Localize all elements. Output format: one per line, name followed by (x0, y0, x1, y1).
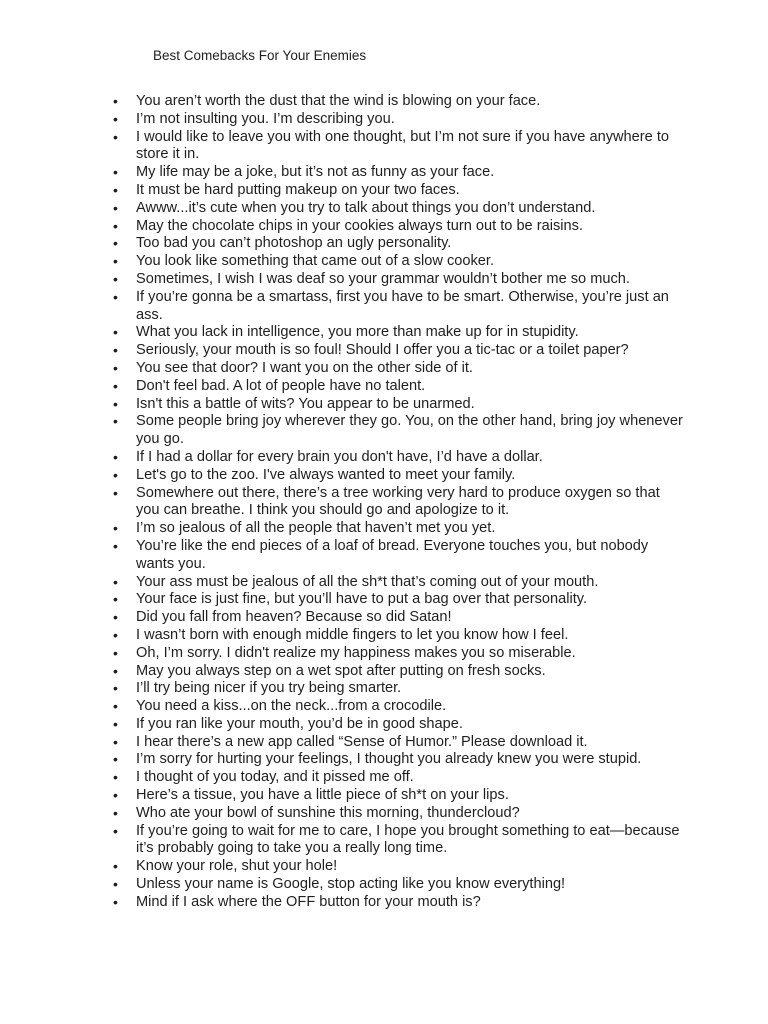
list-item-text: Did you fall from heaven? Because so did Satan! (136, 609, 452, 626)
bullet-icon: • (113, 253, 118, 270)
bullet-icon: • (113, 342, 118, 359)
list-item-text: If you’re going to wait for me to care, I hope you brought something to eat—because it’s probably going to take you a really long time. (136, 822, 680, 857)
bullet-icon: • (113, 573, 118, 590)
list-item (0, 200, 686, 218)
list-item (0, 182, 686, 200)
list-item-text: Know your role, shut your hole! (136, 858, 338, 875)
bullet-icon: • (113, 751, 118, 768)
list-item (0, 129, 686, 165)
bullet-icon: • (113, 164, 118, 181)
bullet-icon: • (113, 787, 118, 804)
list-item-text: Mind if I ask where the OFF button for your mouth is? (136, 893, 481, 910)
list-item-text: I’m sorry for hurting your feelings, I thought you already knew you were stupid. (136, 751, 642, 768)
list-item (0, 538, 686, 574)
bullet-icon: • (113, 769, 118, 786)
list-item (0, 485, 686, 521)
list-item-text: Who ate your bowl of sunshine this morning, thundercloud? (136, 804, 520, 821)
list-item-text: I thought of you today, and it pissed me off. (136, 769, 414, 786)
comeback-list (0, 93, 768, 912)
page-title: Best Comebacks For Your Enemies (153, 48, 367, 63)
list-item (0, 627, 686, 645)
bullet-icon: • (113, 858, 118, 875)
list-item-text: If I had a dollar for every brain you don't have, I’d have a dollar. (136, 448, 543, 465)
list-item (0, 894, 686, 912)
bullet-icon: • (113, 520, 118, 537)
list-item (0, 378, 686, 396)
list-item-text: Unless your name is Google, stop acting like you know everything! (136, 876, 566, 893)
list-item-text: Seriously, your mouth is so foul! Should I offer you a tic-tac or a toilet paper? (136, 342, 629, 359)
bullet-icon: • (113, 893, 118, 910)
list-item-text: Your face is just fine, but you’ll have to put a bag over that personality. (136, 591, 588, 608)
bullet-icon: • (113, 235, 118, 252)
bullet-icon: • (113, 822, 118, 839)
bullet-icon: • (113, 359, 118, 376)
list-item-text: Oh, I’m sorry. I didn't realize my happiness makes you so miserable. (136, 644, 576, 661)
list-item-text: You look like something that came out of a slow cooker. (136, 253, 495, 270)
list-item (0, 218, 686, 236)
list-item-text: Somewhere out there, there’s a tree working very hard to produce oxygen so that you can breathe. I think you should go and apologize to it. (136, 484, 660, 519)
bullet-icon: • (113, 609, 118, 626)
list-item (0, 769, 686, 787)
list-item-text: I’m so jealous of all the people that haven’t met you yet. (136, 520, 496, 537)
list-item-text: You see that door? I want you on the other side of it. (136, 359, 473, 376)
bullet-icon: • (113, 448, 118, 465)
list-item-text: I hear there’s a new app called “Sense of Humor.” Please download it. (136, 733, 588, 750)
list-item (0, 396, 686, 414)
list-item-text: I’ll try being nicer if you try being smarter. (136, 680, 402, 697)
bullet-icon: • (113, 270, 118, 287)
list-item-text: I’m not insulting you. I’m describing you. (136, 110, 395, 127)
list-item (0, 360, 686, 378)
list-item-text: Don't feel bad. A lot of people have no talent. (136, 377, 426, 394)
list-item (0, 289, 686, 325)
bullet-icon: • (113, 715, 118, 732)
bullet-icon: • (113, 733, 118, 750)
bullet-icon: • (113, 662, 118, 679)
bullet-icon: • (113, 484, 118, 501)
list-item-text: Isn't this a battle of wits? You appear to be unarmed. (136, 395, 475, 412)
bullet-icon: • (113, 377, 118, 394)
bullet-icon: • (113, 324, 118, 341)
bullet-icon: • (113, 217, 118, 234)
bullet-icon: • (113, 698, 118, 715)
list-item (0, 716, 686, 734)
bullet-icon: • (113, 181, 118, 198)
bullet-icon: • (113, 395, 118, 412)
list-item-text: Too bad you can’t photoshop an ugly personality. (136, 235, 452, 252)
list-item (0, 698, 686, 716)
list-item (0, 645, 686, 663)
bullet-icon: • (113, 128, 118, 145)
list-item (0, 751, 686, 769)
list-item-text: You need a kiss...on the neck...from a crocodile. (136, 698, 447, 715)
list-item-text: What you lack in intelligence, you more than make up for in stupidity. (136, 324, 579, 341)
bullet-icon: • (113, 199, 118, 216)
bullet-icon: • (113, 626, 118, 643)
list-item-text: Awww...it’s cute when you try to talk about things you don’t understand. (136, 199, 596, 216)
list-item-text: It must be hard putting makeup on your two faces. (136, 181, 460, 198)
list-item (0, 876, 686, 894)
list-item-text: May the chocolate chips in your cookies always turn out to be raisins. (136, 217, 583, 234)
bullet-icon: • (113, 93, 118, 109)
list-item-text: Here’s a tissue, you have a little piece of sh*t on your lips. (136, 787, 509, 804)
bullet-icon: • (113, 288, 118, 305)
list-item (0, 574, 686, 592)
list-item (0, 271, 686, 289)
list-item-text: You aren’t worth the dust that the wind is blowing on your face. (136, 93, 541, 109)
bullet-icon: • (113, 413, 118, 430)
list-item-text: I would like to leave you with one thought, but I’m not sure if you have anywhere to store it in. (136, 128, 669, 163)
list-item-text: Your ass must be jealous of all the sh*t that’s coming out of your mouth. (136, 573, 599, 590)
bullet-icon: • (113, 537, 118, 554)
list-item-text: Let's go to the zoo. I've always wanted to meet your family. (136, 466, 516, 483)
list-item-text: You’re like the end pieces of a loaf of bread. Everyone touches you, but nobody wants you. (136, 537, 649, 572)
list-item-text: I wasn’t born with enough middle fingers to let you know how I feel. (136, 626, 569, 643)
list-item (0, 253, 686, 271)
list-item (0, 413, 686, 449)
list-item-text: My life may be a joke, but it’s not as funny as your face. (136, 164, 495, 181)
list-item (0, 591, 686, 609)
list-item-text: Sometimes, I wish I was deaf so your grammar wouldn’t bother me so much. (136, 270, 630, 287)
list-item (0, 467, 686, 485)
list-item (0, 449, 686, 467)
bullet-icon: • (113, 466, 118, 483)
list-item (0, 324, 686, 342)
list-item (0, 609, 686, 627)
list-item-text: May you always step on a wet spot after putting on fresh socks. (136, 662, 546, 679)
list-item (0, 680, 686, 698)
list-item (0, 787, 686, 805)
list-item (0, 235, 686, 253)
list-item-text: Some people bring joy wherever they go. You, on the other hand, bring joy whenever you go. (136, 413, 683, 448)
bullet-icon: • (113, 644, 118, 661)
bullet-icon: • (113, 591, 118, 608)
list-item (0, 111, 686, 129)
list-item-text: If you’re gonna be a smartass, first you have to be smart. Otherwise, you’re just an ass. (136, 288, 669, 323)
list-item (0, 164, 686, 182)
bullet-icon: • (113, 876, 118, 893)
list-item-text: If you ran like your mouth, you’d be in good shape. (136, 715, 463, 732)
list-item (0, 823, 686, 859)
bullet-icon: • (113, 680, 118, 697)
bullet-icon: • (113, 110, 118, 127)
list-item (0, 805, 686, 823)
list-item (0, 342, 686, 360)
list-item (0, 663, 686, 681)
list-item (0, 520, 686, 538)
list-item (0, 93, 686, 111)
list-item (0, 858, 686, 876)
list-item (0, 734, 686, 752)
bullet-icon: • (113, 804, 118, 821)
